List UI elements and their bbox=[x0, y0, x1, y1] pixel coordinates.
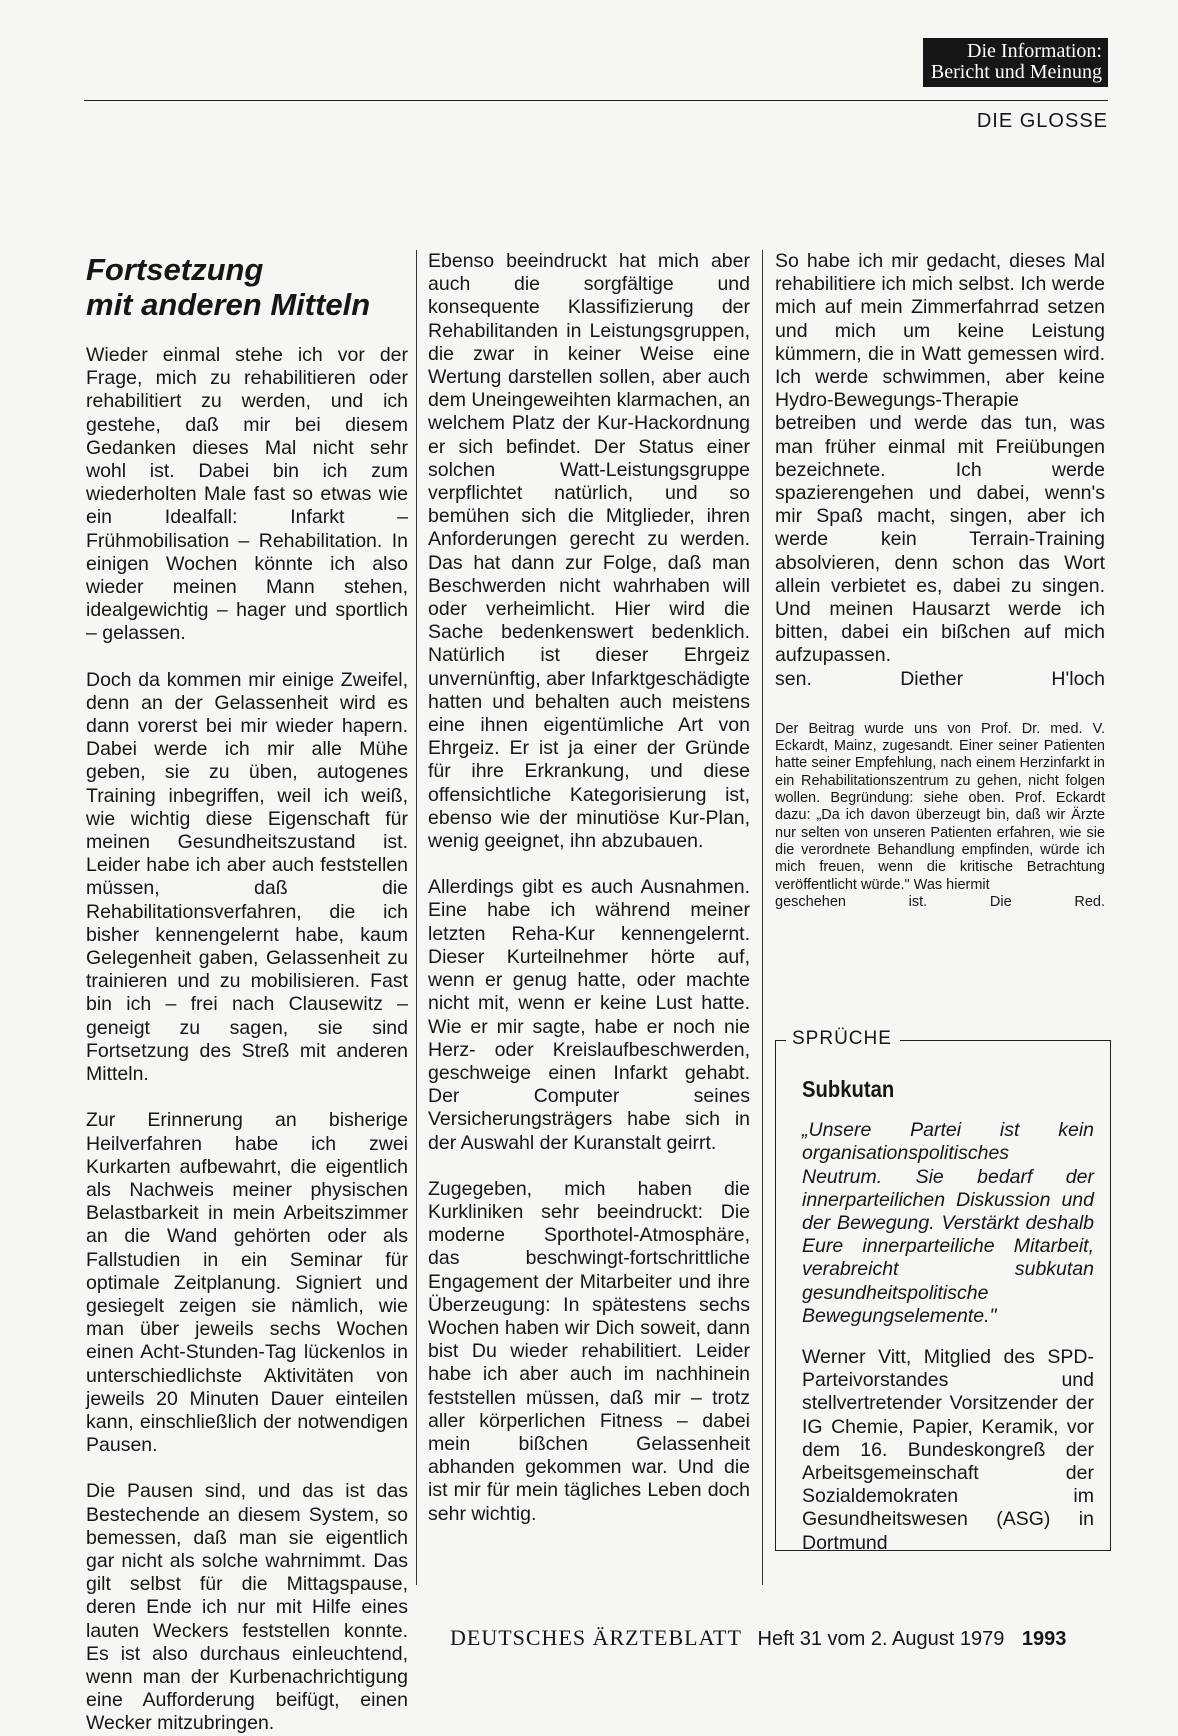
header-divider bbox=[84, 100, 1108, 101]
column-divider bbox=[762, 250, 763, 1585]
editorial-note-end bbox=[775, 894, 1105, 911]
paragraph: Allerdings gibt es auch Ausnahmen. Eine habe ich während meiner letzten Reha-Kur kennengelernt. Dieser Kurteilnehmer hörte auf, wenn er genug hatte, oder machte nicht mit, wenn er keine Lust hatte. Wie er mir sagte, habe er noch nie Herz- oder Kreislaufbeschwerden, geschweige einen Infarkt gehabt. Der Computer seines Versicherungsträgers habe sich in der Auswahl der Kuranstalt geirrt. bbox=[428, 876, 750, 1154]
article-title-line-1: Fortsetzung bbox=[86, 252, 264, 287]
quote-box bbox=[775, 1028, 1111, 1554]
signature-word: sen. bbox=[775, 667, 812, 690]
author-name: Diether H'loch bbox=[900, 667, 1106, 690]
editorial-note-end-left: geschehen ist. bbox=[775, 893, 928, 910]
badge-line-2: Bericht und Meinung bbox=[930, 61, 1102, 83]
box-border-top-left bbox=[776, 1040, 786, 1041]
editorial-note bbox=[775, 721, 1105, 911]
journal-name: DEUTSCHES ÄRZTEBLATT bbox=[450, 1625, 742, 1650]
article-column-1 bbox=[86, 252, 408, 1735]
signature-line bbox=[775, 668, 1105, 691]
article-column-2 bbox=[428, 250, 750, 1580]
paragraph: Ebenso beeindruckt hat mich aber auch die sorgfältige und konsequente Klassifizierung der Rehabilitanden in Leistungsgruppen, die zwar in keiner Weise eine Wertung darstellen sollen, aber auch dem Uneingeweihten klarmachen, an welchem Platz der Kur-Hackordnung er sich befindet. Der Status einer solchen Watt-Leistungsgruppe verpflichtet natürlich, und so bemühen sich die Mitglieder, ihren Anforderungen gerecht zu werden. Das hat dann zur Folge, daß man Beschwerden nicht wahrhaben will oder verheimlicht. Hier wird die Sache bedenkenswert bedenklich. Natürlich ist dieser Ehrgeiz unvernünftig, aber Infarktgeschädigte hatten und behalten auch meistens eine ihnen eigentümliche Art von Ehrgeiz. Er ist ja einer der Gründe für ihre Erkrankung, und diese offensichtliche Kategorisierung ist, ebenso wie der minutiöse Kur-Plan, wenig geeignet, ihn abzubauen. bbox=[428, 250, 750, 853]
quote-box-title: Subkutan bbox=[802, 1076, 895, 1102]
column-divider bbox=[416, 250, 417, 1585]
page-footer bbox=[450, 1625, 1118, 1651]
paragraph: Zur Erinnerung an bisherige Heilverfahren habe ich zwei Kurkarten aufbewahrt, die eigentlich als Nachweis meiner physischen Belastbarkeit in mein Arbeitszimmer an die Wand gehörten oder als Fallstudien in ein Seminar für optimale Zeitplanung. Signiert und gesiegelt zeigen sie nämlich, wie man über jeweils sechs Wochen einen Acht-Stunden-Tag lückenlos in unterschiedlichste Aktivitäten von jeweils 20 Minuten Dauer einteilen kann, einschließlich der notwendigen Pausen. bbox=[86, 1109, 408, 1457]
article-title-line-2: mit anderen Mitteln bbox=[86, 287, 371, 322]
badge-line-1: Die Information: bbox=[967, 40, 1102, 62]
quote-text: „Unsere Partei ist kein organisationspolitisches Neutrum. Sie bedarf der innerparteilichen Diskussion und der Bewegung. Verstärkt deshalb Eure innerparteiliche Mitarbeit, verabreicht subkutan gesundheitspolitische Bewegungselemente." bbox=[802, 1119, 1094, 1327]
paragraph: Wieder einmal stehe ich vor der Frage, mich zu rehabilitieren oder rehabilitiert zu werden, und ich gestehe, daß mir bei diesem Gedanken dieses Mal nicht sehr wohl ist. Dabei bin ich zum wiederholten Male fast so etwas wie ein Idealfall: Infarkt – Frühmobilisation – Rehabilitation. In einigen Wochen könnte ich also wieder meinen Mann stehen, idealgewichtig – hager und sportlich – gelassen. bbox=[86, 344, 408, 645]
issue-info: Heft 31 vom 2. August 1979 bbox=[757, 1628, 1005, 1650]
section-badge bbox=[923, 38, 1108, 87]
quote-box-label: SPRÜCHE bbox=[792, 1028, 892, 1049]
quote-source: Werner Vitt, Mitglied des SPD-Parteivorstandes und stellvertretender Vorsitzender der IG Chemie, Papier, Keramik, vor dem 16. Bundeskongreß der Arbeitsgemeinschaft der Sozialdemokraten im Gesundheitswesen (ASG) in Dortmund bbox=[802, 1346, 1094, 1554]
editorial-note-signature: Die Red. bbox=[989, 893, 1105, 910]
paragraph: So habe ich mir gedacht, dieses Mal rehabilitiere ich mich selbst. Ich werde mich auf mein Zimmerfahrrad setzen und mich um keine Leistung kümmern, die in Watt gemessen wird. Ich werde schwimmen, aber keine Hydro-Bewegungs-Therapie betreiben und werde das tun, was man früher einmal mit Freiübungen bezeichnete. Ich werde spazierengehen und dabei, wenn's mir Spaß macht, singen, aber ich werde kein Terrain-Training absolvieren, denn schon das Wort allein verbietet es, dabei zu singen. Und meinen Hausarzt werde ich bitten, dabei ein bißchen auf mich aufzupassen. bbox=[775, 250, 1105, 667]
paragraph: Zugegeben, mich haben die Kurkliniken sehr beeindruckt: Die moderne Sporthotel-Atmosphäre, das beschwingt-fortschrittliche Engagement der Mitarbeiter und ihre Überzeugung: In spätestens sechs Wochen haben wir Dich soweit, dann bist Du wieder rehabilitiert. Leider habe ich aber auch im nachhinein feststellen müssen, daß mir – trotz aller körperlichen Fitness – dabei mein bißchen Gelassenheit abhanden gekommen war. Und die ist mir für mein tägliches Leben doch sehr wichtig. bbox=[428, 1177, 750, 1525]
page-number: 1993 bbox=[1021, 1628, 1067, 1650]
box-border-top-right bbox=[900, 1040, 1110, 1041]
article-title bbox=[86, 252, 408, 322]
editorial-note-text: Der Beitrag wurde uns von Prof. Dr. med. V. Eckardt, Mainz, zugesandt. Einer seiner Patienten hatte seiner Empfehlung, nach einem Herzinfarkt in ein Rehabilitationszentrum zu gehen, nicht folgen wollen. Begründung: siehe oben. Prof. Eckardt dazu: „Da ich davon überzeugt bin, daß wir Ärzte nur selten von unseren Patienten erfahren, wie sie die verordnete Behandlung empfinden, würde ich mich freuen, wenn die kritische Betrachtung veröffentlicht würde." Was hiermit bbox=[775, 720, 1105, 893]
paragraph: Die Pausen sind, und das ist das Bestechende an diesem System, so bemessen, daß man sie eigentlich gar nicht als solche wahrnimmt. Das gilt selbst für die Mittagspause, deren Ende ich nur mit Hilfe eines lauten Weckers feststellen konnte. Es ist also durchaus einleuchtend, wenn man der Kurbenachrichtigung eine Aufforderung beifügt, einen Wecker mitzubringen. bbox=[86, 1480, 408, 1735]
paragraph: Doch da kommen mir einige Zweifel, denn an der Gelassenheit wird es dann vorerst bei mir wieder hapern. Dabei werde ich mir alle Mühe geben, sie zu üben, autogenes Training inbegriffen, weil ich weiß, wie wichtig diese Eigenschaft für meinen Gesundheitszustand ist. Leider habe ich aber auch feststellen müssen, daß die Rehabilitationsverfahren, die ich bisher kennengelernt habe, kaum Gelegenheit gaben, Gelassenheit zu trainieren und zu mobilisieren. Fast bin ich – frei nach Clausewitz – geneigt zu sagen, sie sind Fortsetzung des Streß mit anderen Mitteln. bbox=[86, 668, 408, 1086]
quote-box-content bbox=[802, 1078, 1094, 1555]
section-label: DIE GLOSSE bbox=[976, 110, 1108, 132]
